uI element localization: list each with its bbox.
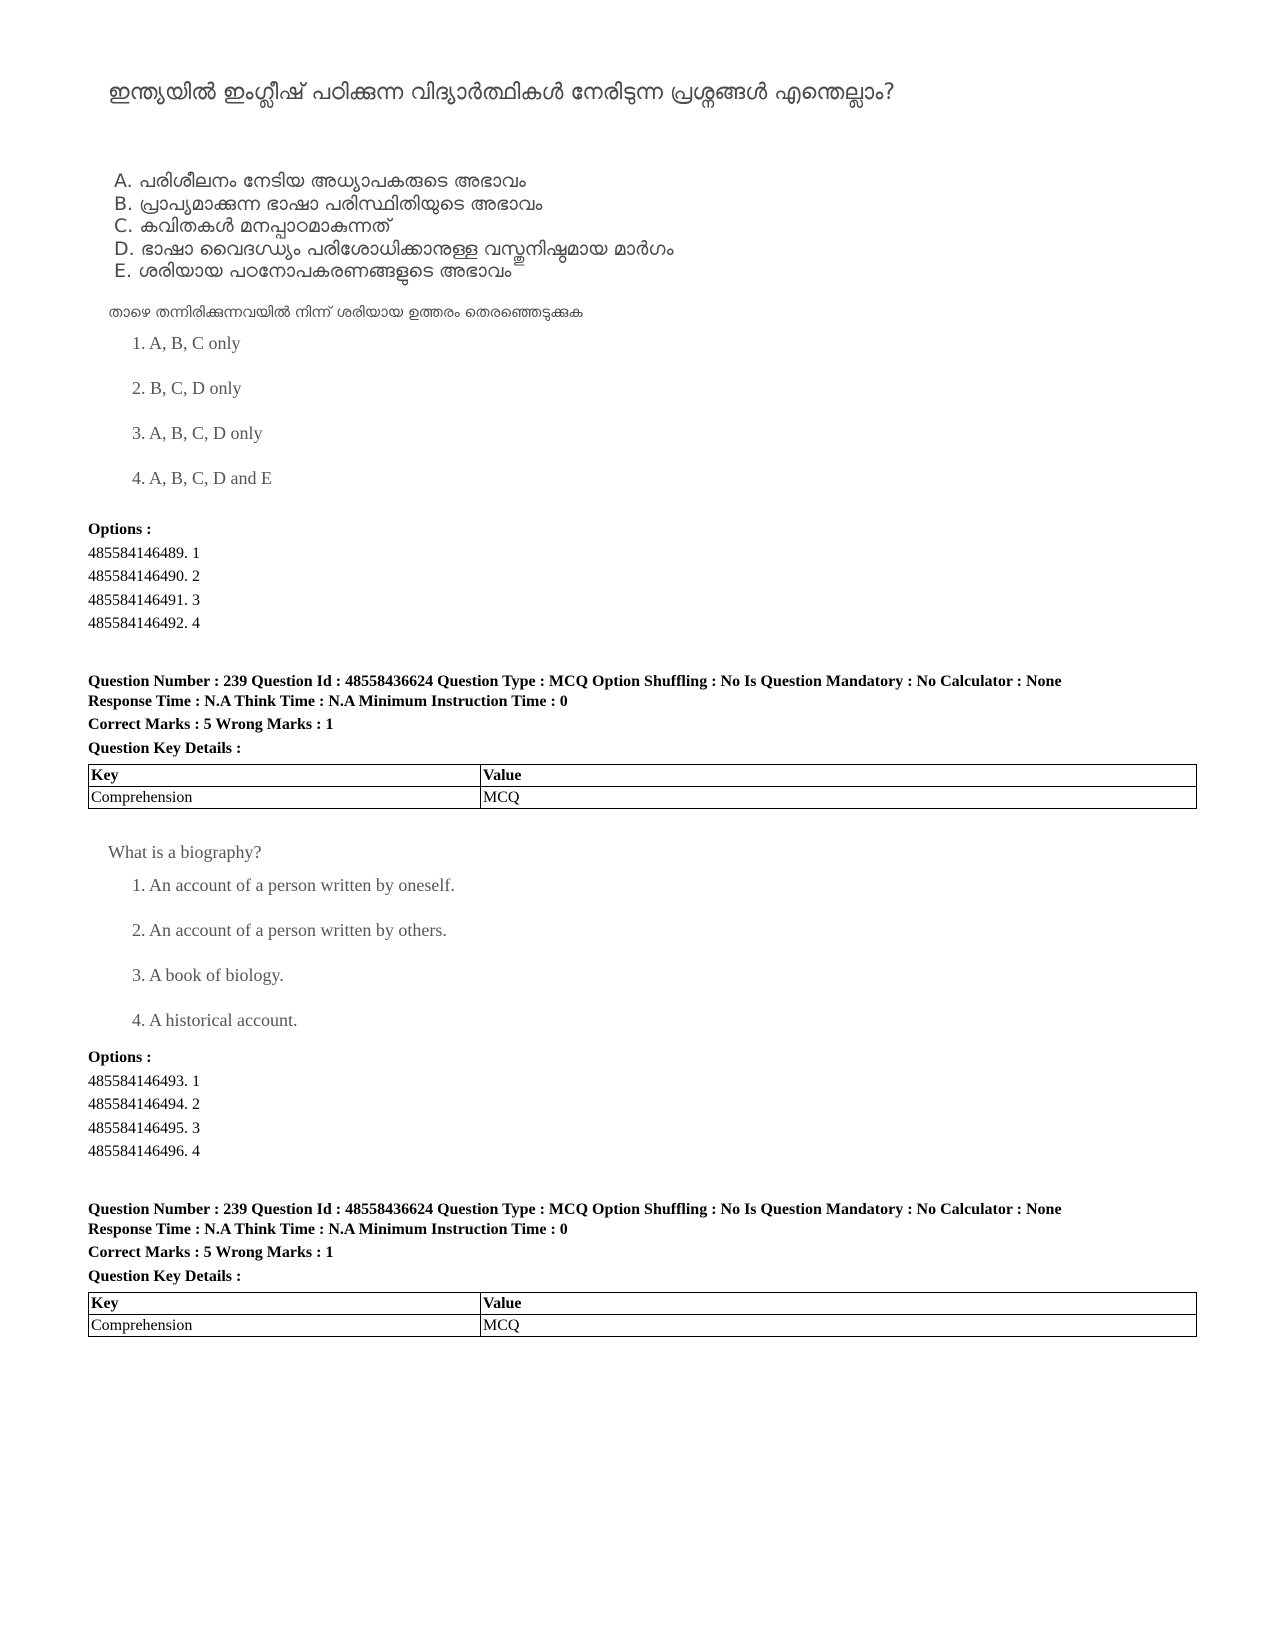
key-details-label: Question Key Details : (88, 1268, 242, 1285)
table-header-row (89, 1293, 1197, 1315)
statement-c: C. കവിതകൾ മനപ്പാഠമാകുന്നത് (114, 215, 391, 237)
choice-4: 4. A, B, C, D and E (132, 468, 273, 488)
table-header-value: Value (481, 1293, 1197, 1315)
statement-a: A. പരിശീലനം നേടിയ അധ്യാപകരുടെ അഭാവം (114, 170, 526, 192)
table-cell-key: Comprehension (89, 1315, 481, 1337)
option-id: 485584146492. 4 (88, 615, 200, 632)
choice-3: 3. A book of biology. (132, 965, 284, 985)
statement-d: D. ഭാഷാ വൈദഗ്ധ്യം പരിശോധിക്കാനുള്ള വസ്തുനിഷ്ഠമായ മാർഗം (114, 237, 674, 260)
option-id: 485584146491. 3 (88, 591, 200, 609)
meta-line-2: Response Time : N.A Think Time : N.A Minimum Instruction Time : 0 (88, 1221, 568, 1238)
question-meta-239 (88, 672, 1198, 712)
question-1-instruction: താഴെ തന്നിരിക്കുന്നവയിൽ നിന്ന് ശരിയായ ഉത്തരം തെരഞ്ഞെടുക്കുക (108, 303, 583, 321)
question-1-choices (132, 332, 272, 512)
marks-line: Correct Marks : 5 Wrong Marks : 1 (88, 716, 334, 733)
question-2-options (88, 1046, 200, 1164)
table-header-value: Value (481, 765, 1197, 787)
table-header-key: Key (89, 765, 481, 787)
option-id: 485584146494. 2 (88, 1096, 200, 1113)
question-2-choices (132, 874, 455, 1054)
option-id: 485584146496. 4 (88, 1143, 200, 1160)
options-label: Options : (88, 1049, 152, 1066)
meta-line-1: Question Number : 239 Question Id : 48558436624 Question Type : MCQ Option Shuffling : No Is Question Mandatory : No Calculator : None (88, 1201, 1062, 1218)
table-cell-value: MCQ (481, 787, 1197, 809)
question-1-statements (114, 170, 674, 283)
question-2-text: What is a biography? (108, 842, 262, 862)
options-label: Options : (88, 521, 152, 538)
meta-line-1: Question Number : 239 Question Id : 48558436624 Question Type : MCQ Option Shuffling : No Is Question Mandatory : No Calculator : None (88, 673, 1062, 690)
table-header-key: Key (89, 1293, 481, 1315)
choice-1: 1. An account of a person written by oneself. (132, 875, 455, 895)
table-cell-key: Comprehension (89, 787, 481, 809)
key-details-table (88, 764, 1197, 809)
table-row (89, 787, 1197, 809)
key-details-table (88, 1292, 1197, 1337)
option-id: 485584146490. 2 (88, 568, 200, 585)
option-id: 485584146493. 1 (88, 1072, 200, 1090)
key-details-label: Question Key Details : (88, 740, 242, 757)
question-1-text: ഇന്ത്യയിൽ ഇംഗ്ലീഷ് പഠിക്കുന്ന വിദ്യാർത്ഥികൾ നേരിടുന്ന പ്രശ്നങ്ങൾ എന്തെല്ലാം? (108, 80, 896, 105)
table-row (89, 1315, 1197, 1337)
table-cell-value: MCQ (481, 1315, 1197, 1337)
meta-line-2: Response Time : N.A Think Time : N.A Minimum Instruction Time : 0 (88, 693, 568, 710)
choice-2: 2. An account of a person written by others. (132, 920, 447, 940)
marks-line: Correct Marks : 5 Wrong Marks : 1 (88, 1244, 334, 1261)
choice-2: 2. B, C, D only (132, 378, 242, 398)
option-id: 485584146495. 3 (88, 1119, 200, 1137)
option-id: 485584146489. 1 (88, 544, 200, 562)
question-1-options (88, 518, 200, 636)
choice-1: 1. A, B, C only (132, 333, 241, 353)
table-header-row (89, 765, 1197, 787)
question-meta-239-repeat (88, 1200, 1198, 1240)
choice-3: 3. A, B, C, D only (132, 423, 263, 443)
statement-e: E. ശരിയായ പഠനോപകരണങ്ങളുടെ അഭാവം (114, 260, 512, 282)
statement-b: B. പ്രാപ്യമാക്കുന്ന ഭാഷാ പരിസ്ഥിതിയുടെ അഭാവം (114, 192, 543, 215)
choice-4: 4. A historical account. (132, 1010, 298, 1030)
